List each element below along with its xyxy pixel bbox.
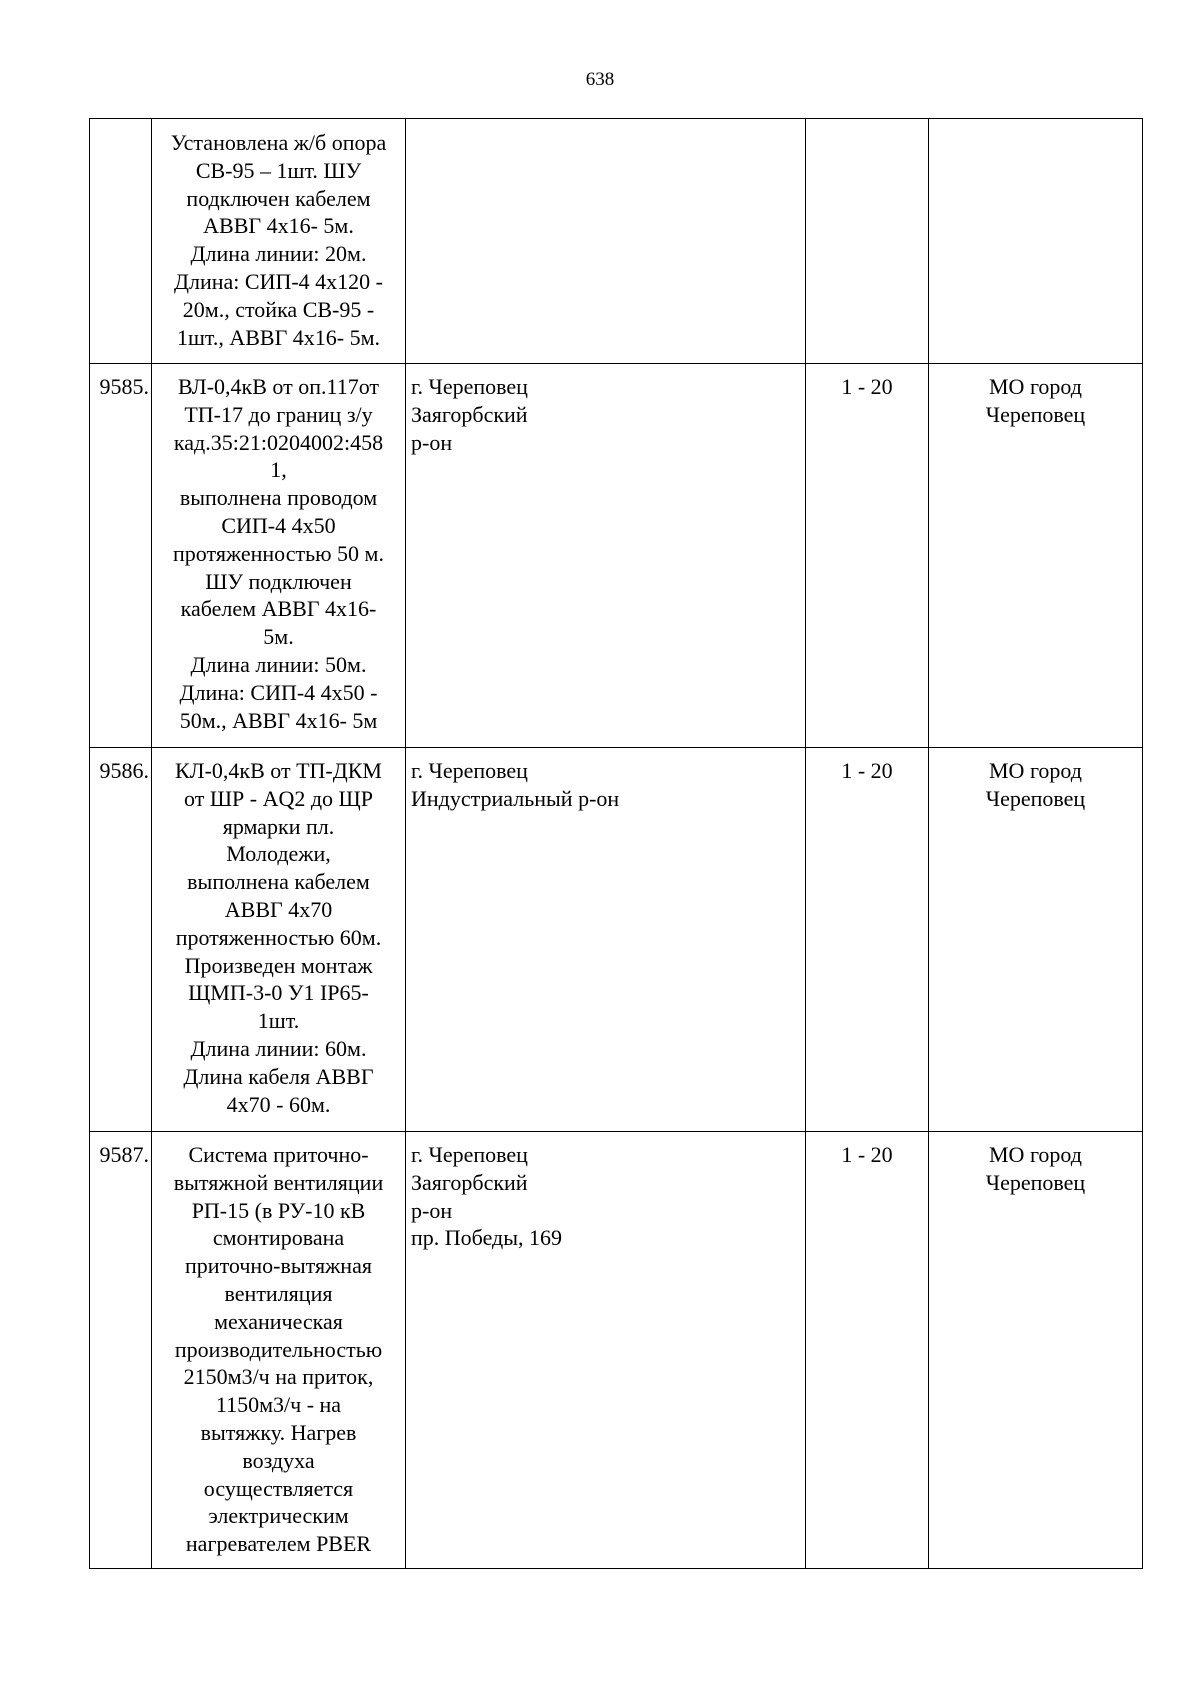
row-number-cell: [90, 119, 152, 364]
registry-table: [89, 118, 1143, 1569]
address-cell: г. Череповец Индустриальный р-он: [406, 748, 806, 1132]
description-cell: Система приточно- вытяжной вентиляции РП-15 (в РУ-10 кВ смонтирована приточно-вытяжная вентиляция механическая производительностью 2150м3/ч на приток, 1150м3/ч - на вытяжку. Нагрев воздуха осуществляется электрическим нагревателем PBER: [152, 1132, 406, 1569]
table-row: [90, 748, 1143, 1132]
address-cell: [406, 119, 806, 364]
row-number-cell: 9587.: [90, 1132, 152, 1569]
row-number-cell: 9586.: [90, 748, 152, 1132]
term-cell: 1 - 20: [806, 1132, 929, 1569]
description-cell: КЛ-0,4кВ от ТП-ДКМ от ШР - AQ2 до ЩР ярмарки пл. Молодежи, выполнена кабелем АВВГ 4х70 протяженностью 60м. Произведен монтаж ЩМП-3-0 У1 IP65- 1шт. Длина линии: 60м. Длина кабеля АВВГ 4х70 - 60м.: [152, 748, 406, 1132]
municipality-cell: МО город Череповец: [929, 748, 1143, 1132]
description-cell: Установлена ж/б опора СВ-95 – 1шт. ШУ подключен кабелем АВВГ 4х16- 5м. Длина линии: 20м. Длина: СИП-4 4х120 - 20м., стойка СВ-95 - 1шт., АВВГ 4х16- 5м.: [152, 119, 406, 364]
table-row: [90, 119, 1143, 364]
municipality-cell: [929, 119, 1143, 364]
table-row: [90, 1132, 1143, 1569]
description-cell: ВЛ-0,4кВ от оп.117от ТП-17 до границ з/у кад.35:21:0204002:458 1, выполнена проводом СИП-4 4х50 протяженностью 50 м. ШУ подключен кабелем АВВГ 4х16- 5м. Длина линии: 50м. Длина: СИП-4 4х50 - 50м., АВВГ 4х16- 5м: [152, 364, 406, 748]
address-cell: г. Череповец Заягорбский р-он: [406, 364, 806, 748]
term-cell: [806, 119, 929, 364]
municipality-cell: МО город Череповец: [929, 1132, 1143, 1569]
table-row: [90, 364, 1143, 748]
municipality-cell: МО город Череповец: [929, 364, 1143, 748]
page-number: 638: [585, 69, 615, 90]
term-cell: 1 - 20: [806, 748, 929, 1132]
row-number-cell: 9585.: [90, 364, 152, 748]
address-cell: г. Череповец Заягорбский р-он пр. Победы, 169: [406, 1132, 806, 1569]
term-cell: 1 - 20: [806, 364, 929, 748]
